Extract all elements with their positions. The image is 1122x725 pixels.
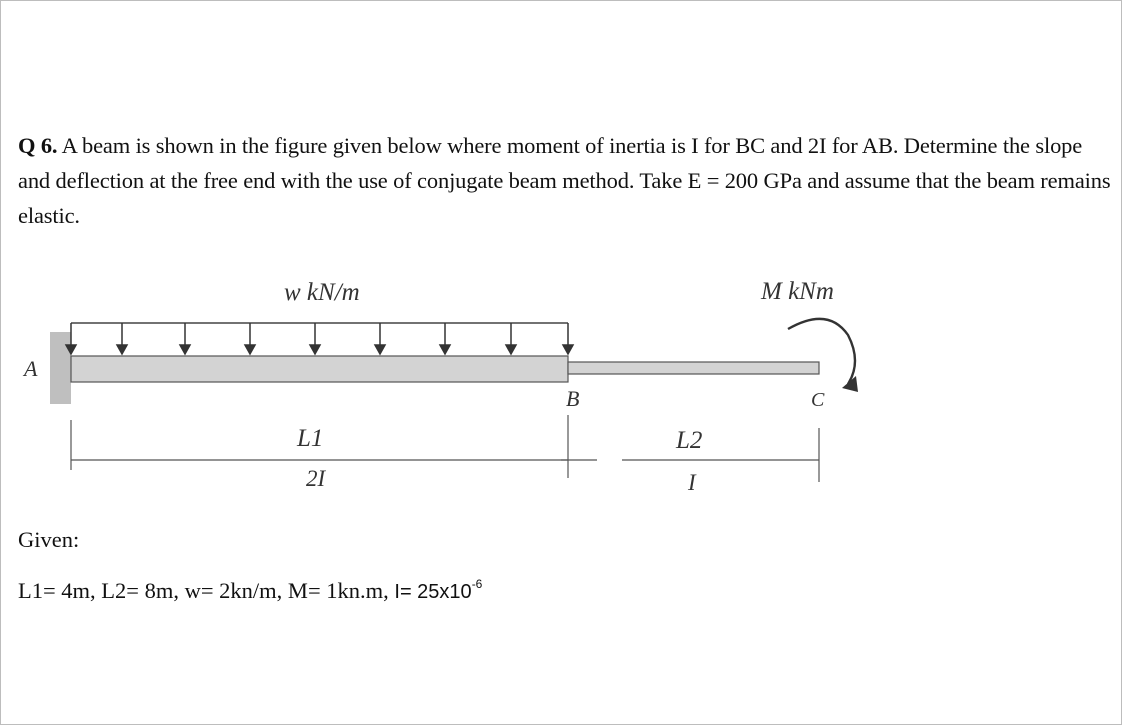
- question-number: Q 6.: [18, 133, 58, 158]
- question-body: A beam is shown in the figure given below where moment of inertia is I for BC and 2I for AB. Determine the slope and deflection at the free end with the use of conjugate beam method. Take E = 200 GPa and assume that the beam remains elastic.: [18, 133, 1111, 228]
- span2-inertia-label: I: [688, 470, 696, 495]
- question-text: [18, 128, 1118, 233]
- given-values-text: L1= 4m, L2= 8m, w= 2kn/m, M= 1kn.m,: [18, 578, 395, 603]
- fixed-support: [50, 332, 71, 404]
- given-values: [18, 578, 482, 604]
- given-inertia-exponent: -6: [471, 576, 483, 591]
- given-inertia-text: I= 25x10: [394, 581, 472, 603]
- dimension-lines: [71, 415, 819, 482]
- beam-bc: [568, 362, 819, 374]
- span1-length-label: L1: [297, 425, 324, 452]
- given-title: Given:: [18, 527, 80, 552]
- beam-ab: [71, 356, 568, 382]
- load-label: w kN/m: [284, 279, 360, 306]
- point-a-label: A: [24, 356, 38, 381]
- load-arrows: [66, 323, 573, 354]
- moment-label: M kNm: [761, 278, 834, 305]
- point-c-label: C: [811, 389, 825, 411]
- span1-inertia-label: 2I: [306, 466, 326, 491]
- point-b-label: B: [566, 386, 580, 411]
- span2-length-label: L2: [676, 427, 703, 454]
- beam-figure: [0, 260, 1122, 500]
